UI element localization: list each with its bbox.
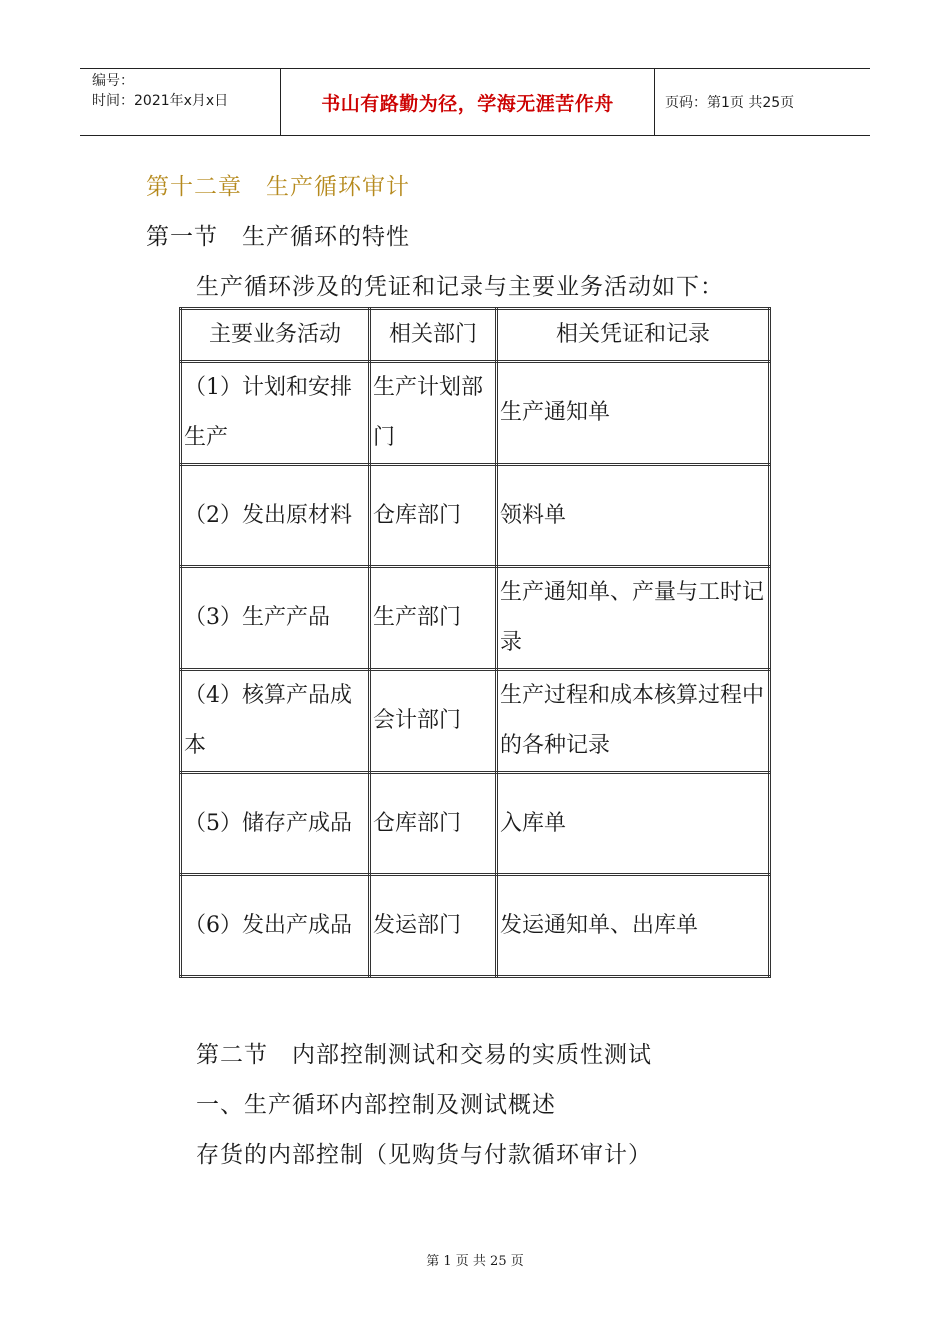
document-date: 时间：2021年x月x日	[92, 93, 229, 109]
records-cell: 入库单	[497, 773, 770, 875]
section-title: 第一节 生产循环的特性	[146, 224, 410, 250]
department-cell: 发运部门	[370, 875, 497, 977]
column-header-department: 相关部门	[370, 309, 497, 362]
header-meta	[80, 69, 281, 135]
activities-table	[179, 307, 771, 978]
body-paragraph: 存货的内部控制（见购货与付款循环审计）	[196, 1142, 652, 1168]
table-row	[181, 362, 770, 465]
department-cell: 仓库部门	[370, 773, 497, 875]
page-header	[80, 68, 870, 136]
header-page-info: 页码：第1页 共25页	[665, 95, 795, 111]
activity-cell: （3）生产产品	[181, 567, 370, 670]
records-cell: 领料单	[497, 465, 770, 567]
intro-paragraph: 生产循环涉及的凭证和记录与主要业务活动如下：	[196, 274, 724, 300]
activity-cell: （1）计划和安排生产	[181, 362, 370, 465]
chapter-title: 第十二章 生产循环审计	[146, 174, 410, 200]
records-cell: 生产过程和成本核算过程中的各种记录	[497, 670, 770, 773]
page-footer: 第 1 页 共 25 页	[426, 1254, 524, 1269]
activity-cell: （4）核算产品成本	[181, 670, 370, 773]
subsection-title: 一、生产循环内部控制及测试概述	[196, 1092, 556, 1118]
records-cell: 发运通知单、出库单	[497, 875, 770, 977]
activity-cell: （6）发出产成品	[181, 875, 370, 977]
table-row	[181, 670, 770, 773]
table-row	[181, 567, 770, 670]
header-motto: 书山有路勤为径，学海无涯苦作舟	[281, 69, 655, 135]
table-row	[181, 773, 770, 875]
table-header-row	[181, 309, 770, 362]
section-title: 第二节 内部控制测试和交易的实质性测试	[196, 1042, 652, 1068]
table-row	[181, 875, 770, 977]
department-cell: 会计部门	[370, 670, 497, 773]
activity-cell: （5）储存产成品	[181, 773, 370, 875]
records-cell: 生产通知单	[497, 362, 770, 465]
column-header-activity: 主要业务活动	[181, 309, 370, 362]
column-header-records: 相关凭证和记录	[497, 309, 770, 362]
department-cell: 生产部门	[370, 567, 497, 670]
department-cell: 仓库部门	[370, 465, 497, 567]
table-row	[181, 465, 770, 567]
department-cell: 生产计划部门	[370, 362, 497, 465]
activity-cell: （2）发出原材料	[181, 465, 370, 567]
document-number-label: 编号：	[92, 73, 134, 89]
records-cell: 生产通知单、产量与工时记录	[497, 567, 770, 670]
